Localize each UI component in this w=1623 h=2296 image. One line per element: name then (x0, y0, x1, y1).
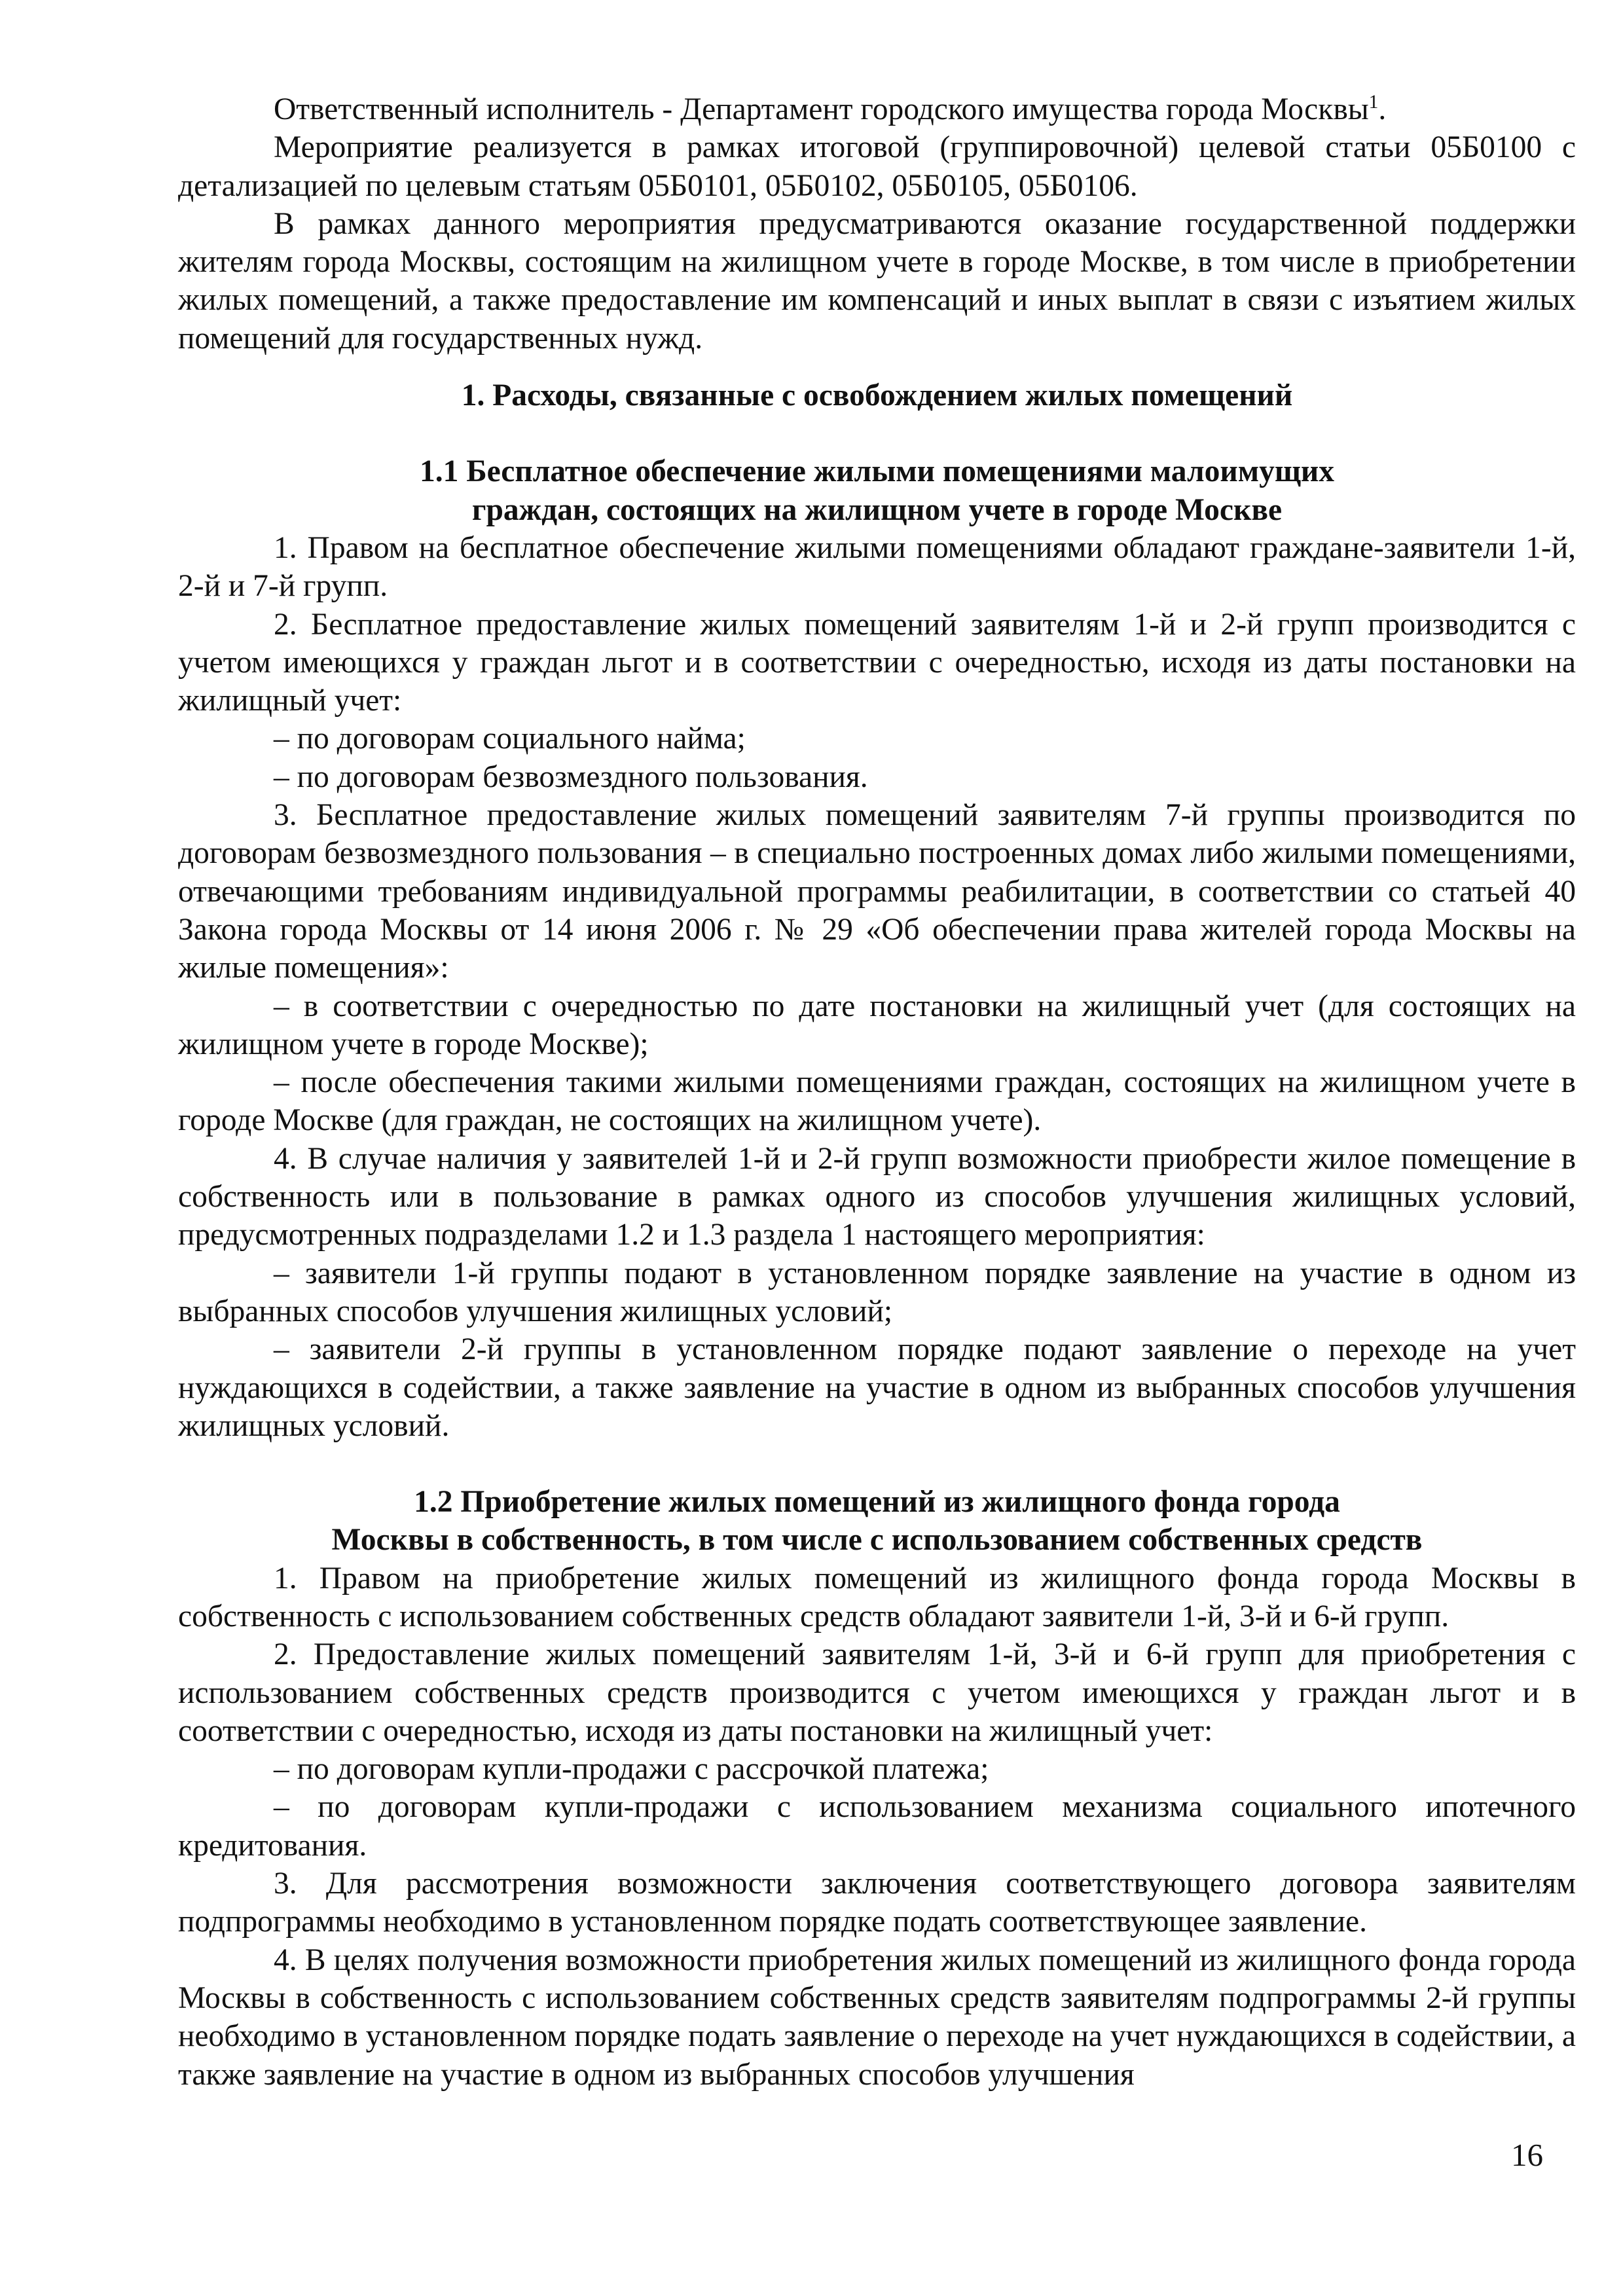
list-item: – по договорам купли-продажи с использованием механизма социального ипотечного кредитования. (178, 1790, 1576, 1863)
target-article-paragraph: Мероприятие реализуется в рамках итоговой (группировочной) целевой статьи 05Б0100 с детализацией по целевым статьям 05Б0101, 05Б0102, 05Б0105, 05Б0106. (178, 130, 1576, 203)
responsible-executor-text: Ответственный исполнитель - Департамент городского имущества города Москвы (274, 92, 1369, 126)
list-item: – по договорам купли-продажи с рассрочкой платежа; (274, 1752, 989, 1787)
list-item: – после обеспечения такими жилыми помещениями граждан, состоящих на жилищном учете в городе Москве (для граждан, не состоящих на жилищном учете). (178, 1065, 1576, 1138)
section-1-1-paragraph-1: 1. Правом на бесплатное обеспечение жилыми помещениями обладают граждане-заявители 1-й, 2-й и 7-й групп. (178, 530, 1576, 604)
list-item: – по договорам безвозмездного пользования. (274, 759, 868, 794)
section-1-2-paragraph-1: 1. Правом на приобретение жилых помещений из жилищного фонда города Москвы в собственность с использованием собственных средств обладают заявители 1-й, 3-й и 6-й групп. (178, 1561, 1576, 1633)
scope-paragraph: В рамках данного мероприятия предусматриваются оказание государственной поддержки жителям города Москвы, состоящим на жилищном учете в городе Москве, в том числе в приобретении жилых помещений, а также предоставление им компенсаций и иных выплат в связи с изъятием жилых помещений для государственных нужд. (178, 206, 1576, 355)
list-item: – в соответствии с очередностью по дате постановки на жилищный учет (для состоящих на жилищном учете в городе Москве); (178, 989, 1576, 1061)
document-body (178, 90, 1576, 2094)
section-1-2-paragraph-3: 3. Для рассмотрения возможности заключения соответствующего договора заявителям подпрограммы необходимо в установленном порядке подать соответствующее заявление. (178, 1867, 1576, 1939)
page-number: 16 (1511, 2137, 1543, 2173)
section-1-1-paragraph-3: 3. Бесплатное предоставление жилых помещений заявителям 7-й группы производится по договорам безвозмездного пользования – в специально построенных домах либо жилыми помещениями, отвечающими требованиям индивидуальной программы реабилитации, в соответствии со статьей 40 Закона города Москвы от 14 июня 2006 г. № 29 «Об обеспечении права жителей города Москвы на жилые помещения»: (178, 798, 1576, 985)
section-1-1-heading-line-2: граждан, состоящих на жилищном учете в городе Москве (471, 492, 1283, 527)
section-1-2-heading-line-1: 1.2 Приобретение жилых помещений из жилищного фонда города (414, 1485, 1340, 1520)
section-1-1-paragraph-2: 2. Бесплатное предоставление жилых помещений заявителям 1-й и 2-й групп производится с учетом имеющихся у граждан льгот и в соответствии с очередностью, исходя из даты постановки на жилищный учет: (178, 607, 1576, 718)
list-item: – заявители 1-й группы подают в установленном порядке заявление на участие в одном из выбранных способов улучшения жилищных условий; (178, 1256, 1576, 1328)
list-item: – по договорам социального найма; (274, 721, 746, 756)
section-1-heading: 1. Расходы, связанные с освобождением жилых помещений (461, 378, 1293, 413)
responsible-executor-line (178, 90, 1576, 128)
section-1-2-heading-line-2: Москвы в собственность, в том числе с использованием собственных средств (331, 1523, 1423, 1558)
section-1-2-paragraph-4: 4. В целях получения возможности приобретения жилых помещений из жилищного фонда города Москвы в собственность с использованием собственных средств заявителям подпрограммы 2-й группы необходимо в установленном порядке подать заявление о переходе на учет нуждающихся в содействии, а также заявление на участие в одном из выбранных способов улучшения (178, 1942, 1576, 2092)
section-1-1-paragraph-4: 4. В случае наличия у заявителей 1-й и 2-й групп возможности приобрести жилое помещение в собственность или в пользование в рамках одного из способов улучшения жилищных условий, предусмотренных подразделами 1.2 и 1.3 раздела 1 настоящего мероприятия: (178, 1141, 1576, 1252)
section-1-1-heading-line-1: 1.1 Бесплатное обеспечение жилыми помещениями малоимущих (419, 454, 1335, 489)
footnote-reference: 1 (1368, 92, 1379, 113)
responsible-executor-period: . (1378, 92, 1387, 126)
list-item: – заявители 2-й группы в установленном порядке подают заявление о переходе на учет нуждающихся в содействии, а также заявление на участие в одном из выбранных способов улучшения жилищных условий. (178, 1332, 1576, 1443)
section-1-2-paragraph-2: 2. Предоставление жилых помещений заявителям 1-й, 3-й и 6-й групп для приобретения с использованием собственных средств производится с учетом имеющихся у граждан льгот и в соответствии с очередностью, исходя из даты постановки на жилищный учет: (178, 1637, 1576, 1748)
